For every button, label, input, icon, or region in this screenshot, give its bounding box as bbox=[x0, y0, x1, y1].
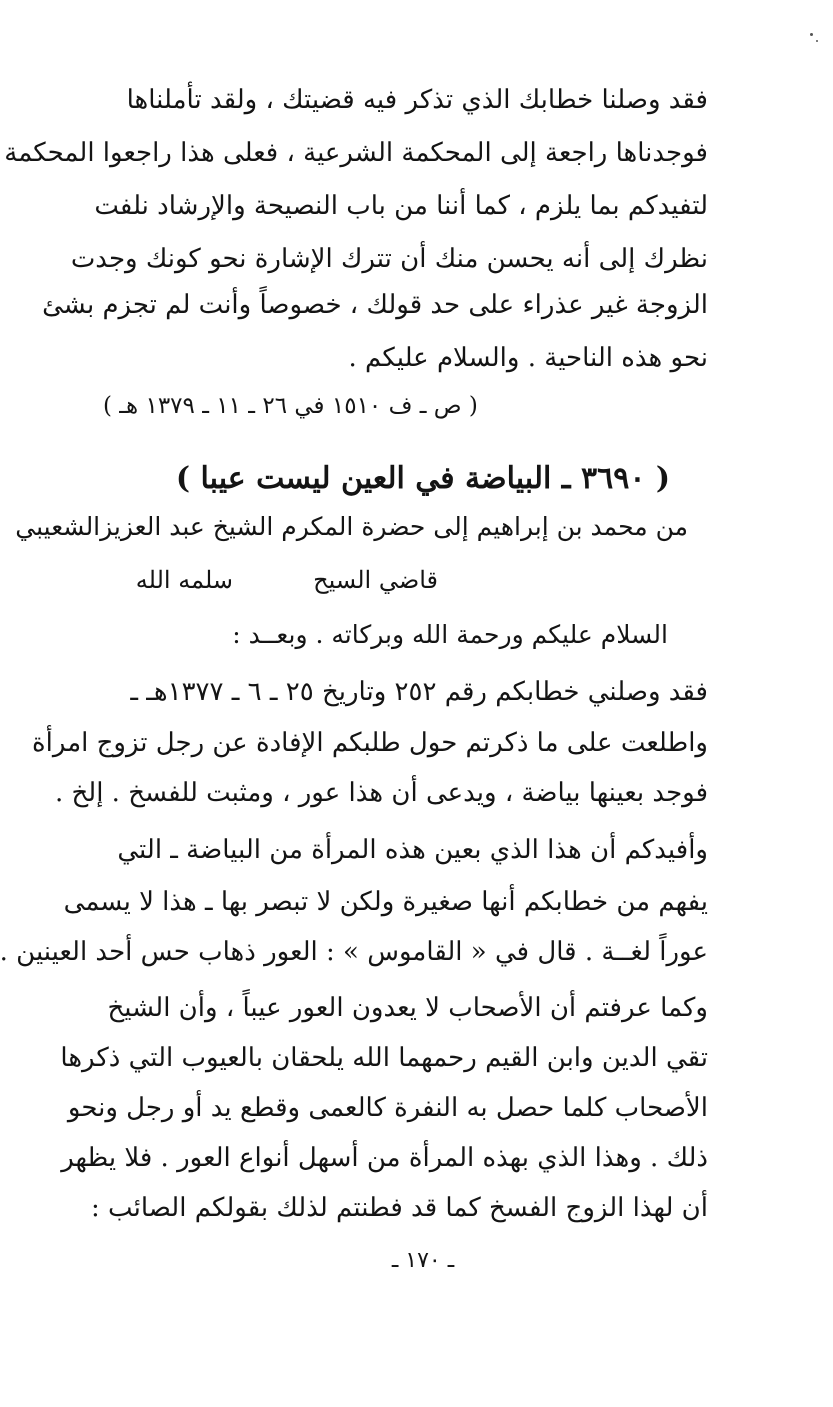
paragraph-3-line-1: وكما عرفتم أن الأصحاب لا يعدون العور عيباً ، وأن الشيخ bbox=[107, 993, 708, 1023]
addressee-title: قاضي السيح bbox=[313, 566, 438, 594]
letter-from-line: من محمد بن إبراهيم إلى حضرة المكرم الشيخ عبد العزيزالشعيبي bbox=[15, 512, 688, 541]
prev-letter-line-6: نحو هذه الناحية . والسلام عليكم . bbox=[348, 343, 708, 373]
paragraph-3-line-3: الأصحاب كلما حصل به النفرة كالعمى وقطع يد أو رجل ونحو bbox=[67, 1093, 708, 1123]
paragraph-2-line-2: يفهم من خطابكم أنها صغيرة ولكن لا تبصر بها ـ هذا لا يسمى bbox=[63, 887, 708, 917]
prev-letter-line-5: الزوجة غير عذراء على حد قولك ، خصوصاً وأنت لم تجزم بشئ bbox=[42, 290, 708, 320]
paragraph-3-line-2: تقي الدين وابن القيم رحمهما الله يلحقان بالعيوب التي ذكرها bbox=[60, 1043, 708, 1073]
prev-letter-line-3: لتفيدكم بما يلزم ، كما أننا من باب النصيحة والإرشاد نلفت bbox=[94, 191, 708, 221]
letter-greeting: السلام عليكم ورحمة الله وبركاته . وبعــد : bbox=[232, 620, 668, 649]
addressee-blessing: سلمه الله bbox=[135, 566, 233, 594]
paragraph-1-line-2: واطلعت على ما ذكرتم حول طلبكم الإفادة عن رجل تزوج امرأة bbox=[32, 728, 708, 758]
prev-letter-line-4: نظرك إلى أنه يحسن منك أن تترك الإشارة نحو كونك وجدت bbox=[70, 244, 708, 274]
section-heading: ( ٣٦٩٠ ـ البياضة في العين ليست عيبا ) bbox=[175, 461, 671, 496]
paragraph-2-line-1: وأفيدكم أن هذا الذي بعين هذه المرأة من البياضة ـ التي bbox=[117, 835, 708, 865]
paragraph-1-line-3: فوجد بعينها بياضة ، ويدعى أن هذا عور ، ومثبت للفسخ . إلخ . bbox=[54, 778, 708, 808]
scan-speck bbox=[810, 33, 813, 36]
prev-letter-line-2: فوجدناها راجعة إلى المحكمة الشرعية ، فعلى هذا راجعوا المحكمة bbox=[4, 138, 708, 168]
paragraph-1-line-1: فقد وصلني خطابكم رقم ٢٥٢ وتاريخ ٢٥ ـ ٦ ـ ١٣٧٧هـ ـ bbox=[130, 677, 708, 707]
page-number: ـ ١٧٠ ـ bbox=[391, 1248, 455, 1273]
paragraph-2-line-3: عوراً لغــة . قال في « القاموس » : العور ذهاب حس أحد العينين . bbox=[0, 937, 708, 967]
prev-letter-line-1: فقد وصلنا خطابك الذي تذكر فيه قضيتك ، ولقد تأملناها bbox=[126, 85, 708, 115]
scan-speck bbox=[816, 40, 818, 42]
prev-letter-reference: ( ص ـ ف ١٥١٠ في ٢٦ ـ ١١ ـ ١٣٧٩ هـ ) bbox=[103, 393, 478, 419]
paragraph-3-line-4: ذلك . وهذا الذي بهذه المرأة من أسهل أنواع العور . فلا يظهر bbox=[61, 1143, 708, 1173]
paragraph-3-line-5: أن لهذا الزوج الفسخ كما قد فطنتم لذلك بقولكم الصائب : bbox=[91, 1193, 708, 1223]
